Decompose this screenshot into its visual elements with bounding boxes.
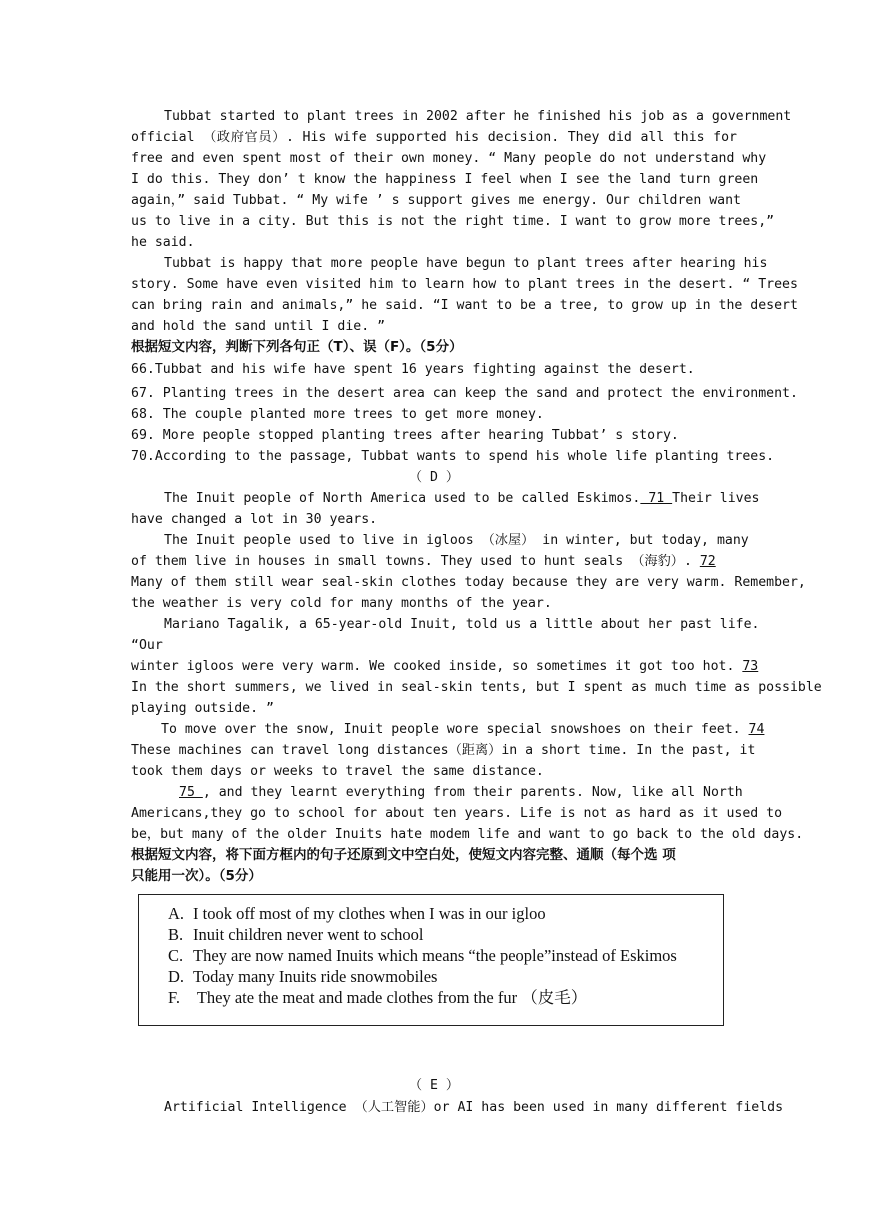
- passage-c-line: official （政府官员）. His wife supported his decision. They did all this for: [131, 130, 737, 145]
- passage-d-line: of them live in houses in small towns. They used to hunt seals （海豹）. 72: [131, 554, 716, 569]
- passage-c-line: he said.: [131, 235, 195, 250]
- passage-d-line: Many of them still wear seal-skin clothes today because they are very warm. Remember,: [131, 575, 806, 590]
- tf-item: 66.Tubbat and his wife have spent 16 years fighting against the desert.: [131, 362, 695, 377]
- passage-d-line: The Inuit people of North America used to be called Eskimos. 71 Their lives: [164, 491, 760, 506]
- passage-c-line: and hold the sand until I die. ”: [131, 319, 386, 334]
- passage-d-line: be，but many of the older Inuits hate modem life and want to go back to the old days.: [131, 827, 804, 842]
- option-a: A. I took off most of my clothes when I was in our igloo: [168, 904, 546, 923]
- tf-item: 70.According to the passage, Tubbat wants to spend his whole life planting trees.: [131, 449, 775, 464]
- passage-c-line: can bring rain and animals,” he said. “I want to be a tree, to grow up in the desert: [131, 298, 798, 313]
- blank-75: 75: [179, 785, 203, 800]
- options-box: [138, 894, 724, 1026]
- passage-d-line: In the short summers, we lived in seal-skin tents, but I spent as much time as possible: [131, 680, 822, 695]
- passage-c-line: again，” said Tubbat. “ My wife ’ s support gives me energy. Our children want: [131, 193, 741, 208]
- passage-c-line: story. Some have even visited him to learn how to plant trees in the desert. “ Trees: [131, 277, 798, 292]
- fill-instruction: 只能用一次）。（5分）: [131, 868, 262, 884]
- tf-instruction: 根据短文内容，判断下列各句正（T）、误（F）。（5分）: [131, 339, 463, 355]
- passage-c-line: Tubbat is happy that more people have begun to plant trees after hearing his: [164, 256, 768, 271]
- option-f: F. They ate the meat and made clothes from the fur （皮毛）: [168, 988, 588, 1007]
- passage-d-line: Mariano Tagalik, a 65-year-old Inuit, told us a little about her past life.: [164, 617, 760, 632]
- blank-71: 71: [640, 491, 673, 506]
- blank-74: 74: [748, 722, 765, 737]
- passage-d-line: “Our: [131, 638, 163, 653]
- option-c: C. They are now named Inuits which means “the people”instead of Eskimos: [168, 946, 677, 965]
- passage-c-line: free and even spent most of their own money. “ Many people do not understand why: [131, 151, 767, 166]
- tf-item: 68. The couple planted more trees to get more money.: [131, 407, 544, 422]
- passage-d-line: 75 , and they learnt everything from their parents. Now, like all North: [179, 785, 743, 800]
- passage-d-line: Americans,they go to school for about ten years. Life is not as hard as it used to: [131, 806, 783, 821]
- passage-c-line: Tubbat started to plant trees in 2002 after he finished his job as a government: [164, 109, 792, 124]
- passage-c-line: I do this. They don’ t know the happiness I feel when I see the land turn green: [131, 172, 759, 187]
- option-b: B. Inuit children never went to school: [168, 925, 424, 944]
- fill-instruction: 根据短文内容，将下面方框内的句子还原到文中空白处，使短文内容完整、通顺（每个选 项: [131, 847, 676, 863]
- section-heading-e: （ E ）: [408, 1078, 460, 1093]
- passage-d-line: the weather is very cold for many months of the year.: [131, 596, 552, 611]
- blank-72: 72: [699, 554, 716, 569]
- section-heading-d: （ D ）: [408, 470, 460, 485]
- tf-item: 67. Planting trees in the desert area can keep the sand and protect the environment.: [131, 386, 798, 401]
- passage-d-line: took them days or weeks to travel the same distance.: [131, 764, 544, 779]
- passage-d-line: The Inuit people used to live in igloos （冰屋） in winter, but today, many: [164, 533, 749, 548]
- passage-d-line: playing outside. ”: [131, 701, 274, 716]
- passage-c-line: us to live in a city. But this is not the right time. I want to grow more trees,”: [131, 214, 775, 229]
- passage-d-line: These machines can travel long distances（距离）in a short time. In the past, it: [131, 743, 756, 758]
- passage-e-line: Artificial Intelligence （人工智能）or AI has been used in many different fields: [164, 1100, 784, 1115]
- blank-73: 73: [742, 659, 759, 674]
- passage-d-line: winter igloos were very warm. We cooked inside, so sometimes it got too hot. 73: [131, 659, 759, 674]
- passage-d-line: To move over the snow, Inuit people wore special snowshoes on their feet. 74: [161, 722, 765, 737]
- option-d: D. Today many Inuits ride snowmobiles: [168, 967, 438, 986]
- passage-d-line: have changed a lot in 30 years.: [131, 512, 378, 527]
- tf-item: 69. More people stopped planting trees after hearing Tubbat’ s story.: [131, 428, 679, 443]
